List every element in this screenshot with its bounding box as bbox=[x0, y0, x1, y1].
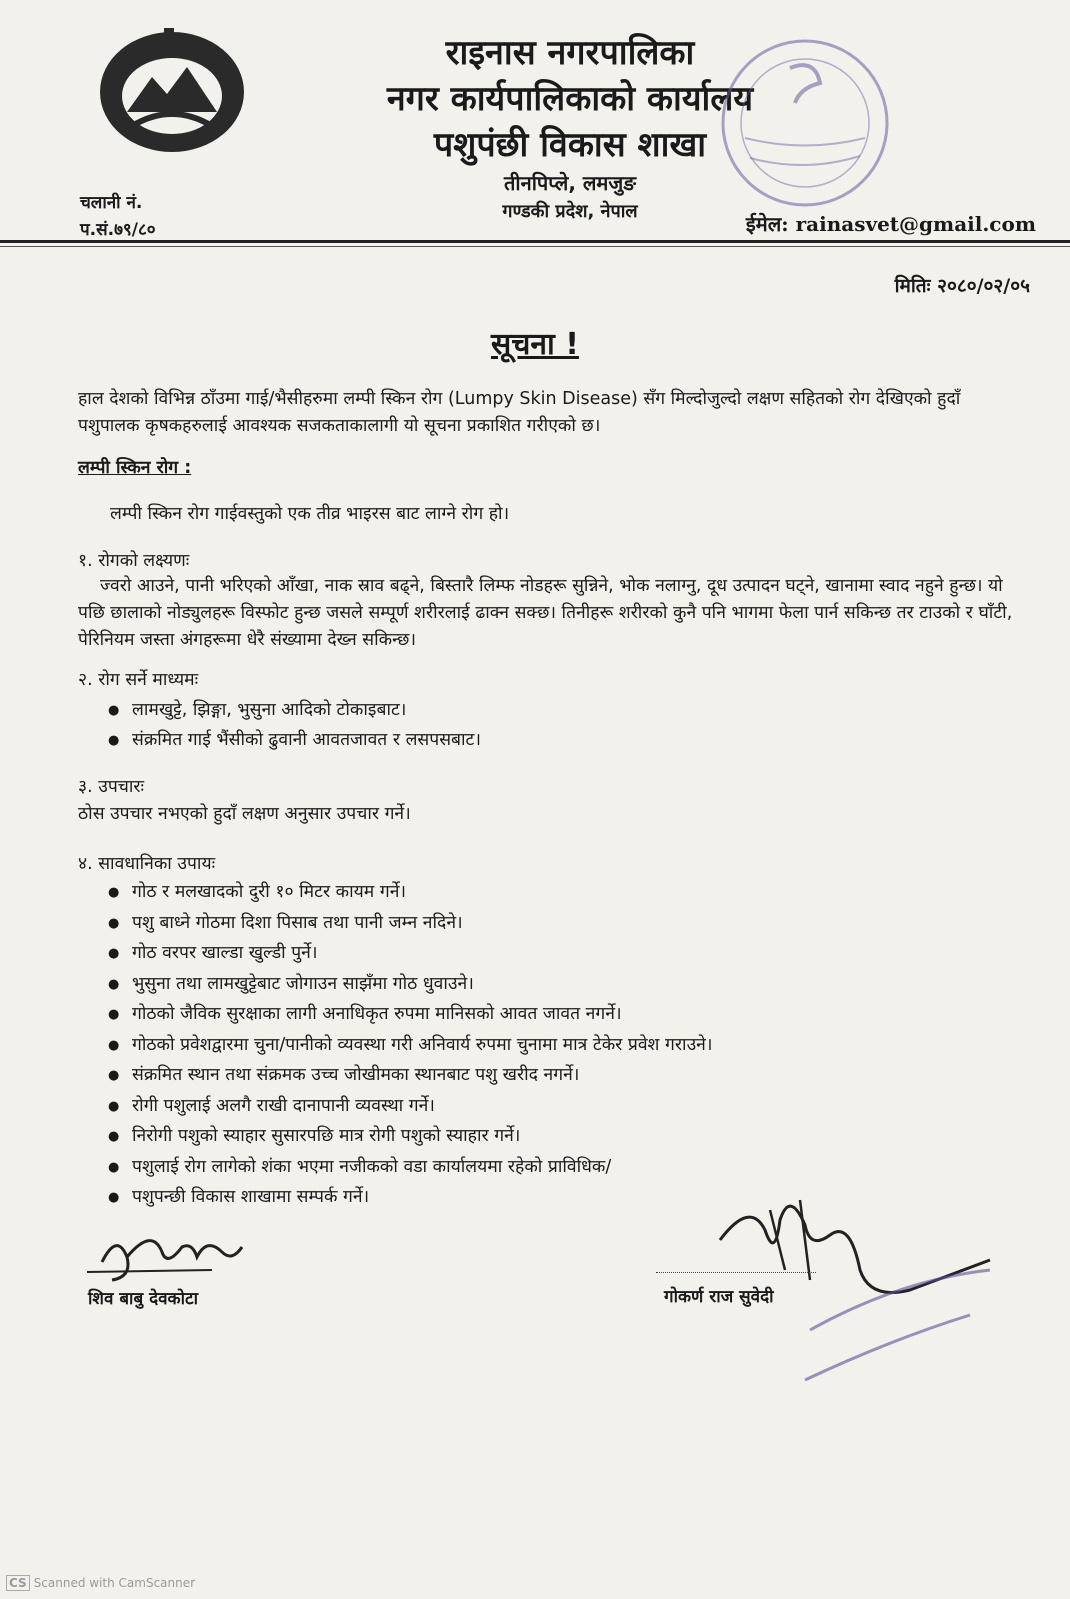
list-item: ● पशुपन्छी विकास शाखामा सम्पर्क गर्ने। bbox=[108, 1182, 1023, 1213]
municipality-name: राइनास नगरपालिका bbox=[445, 33, 695, 73]
lumpy-heading-text: लम्पी स्किन रोग : bbox=[78, 458, 192, 478]
notice-date: मितिः २०८०/०२/०५ bbox=[894, 275, 1030, 297]
precautions-list bbox=[78, 877, 1023, 1213]
signature-line bbox=[656, 1272, 816, 1273]
transmission-heading: २. रोग सर्ने माध्यमः bbox=[78, 670, 199, 690]
list-item: ● गोठको जैविक सुरक्षाका लागी अनाधिकृत रुपमा मानिसको आवत जावत नगर्ने। bbox=[108, 999, 1023, 1030]
office-province: गण्डकी प्रदेश, नेपाल bbox=[502, 201, 638, 222]
header-divider-thin bbox=[0, 246, 1070, 247]
list-item: ● गोठ र मलखादको दुरी १० मिटर कायम गर्ने। bbox=[108, 877, 1023, 908]
camscanner-logo-icon: CS bbox=[6, 1575, 30, 1591]
scanner-watermark bbox=[6, 1575, 195, 1591]
list-item: ● भुसुना तथा लामखुट्टेबाट जोगाउन साझँमा गोठ धुवाउने। bbox=[108, 969, 1023, 1000]
scanner-tag-text: Scanned with CamScanner bbox=[33, 1576, 196, 1590]
list-item: ● पशु बाध्ने गोठमा दिशा पिसाब तथा पानी जम्न नदिने। bbox=[108, 908, 1023, 939]
branch-name: पशुपंछी विकास शाखा bbox=[433, 125, 707, 165]
nepal-emblem-icon bbox=[92, 22, 252, 157]
list-item: ● गोठको प्रवेशद्वारमा चुना/पानीको व्यवस्था गरी अनिवार्य रुपमा चुनामा मात्र टेकेर प्रवेश गराउने। bbox=[108, 1030, 1023, 1061]
notice-title bbox=[0, 322, 1070, 363]
lumpy-heading bbox=[78, 455, 1023, 482]
treatment-heading: ३. उपचारः bbox=[78, 777, 145, 797]
list-item: ● संक्रमित गाई भैंसीको ढुवानी आवतजावत र लसपसबाट। bbox=[108, 725, 1023, 755]
name-stamp-icon bbox=[800, 1260, 1000, 1400]
notice-title-text: सूचना ! bbox=[491, 327, 579, 362]
office-location: तीनपिप्ले, लमजुङ bbox=[504, 171, 636, 195]
right-signatory-name: गोकर्ण राज सुवेदी bbox=[664, 1287, 774, 1307]
list-item: ● लामखुट्टे, झिङ्गा, भुसुना आदिको टोकाइबाट। bbox=[108, 695, 1023, 725]
precautions-heading: ४. सावधानिका उपायः bbox=[78, 854, 216, 874]
left-signature-icon bbox=[82, 1222, 282, 1292]
list-item: ● गोठ वरपर खाल्डा खुल्डी पुर्ने। bbox=[108, 938, 1023, 969]
lumpy-description: लम्पी स्किन रोग गाईवस्तुको एक तीव्र भाइरस बाट लाग्ने रोग हो। bbox=[110, 504, 510, 524]
intro-paragraph: हाल देशको विभिन्न ठाँउमा गाई/भैसीहरुमा लम्पी स्किन रोग (Lumpy Skin Disease) सँग मिल्दोजुल्दो लक्षण सहितको रोग देखिएको हुदाँ पशुपालक कृषकहरुलाई आवश्यक सजकताकालागी यो सूचना प्रकाशित गरीएको छ। bbox=[78, 389, 961, 436]
list-item: ● निरोगी पशुको स्याहार सुसारपछि मात्र रोगी पशुको स्याहार गर्ने। bbox=[108, 1121, 1023, 1152]
dispatch-number-label: चलानी नं. bbox=[80, 193, 143, 213]
office-email[interactable]: ईमेल: rainasvet@gmail.com bbox=[745, 212, 1036, 236]
treatment-text: ठोस उपचार नभएको हुदाँ लक्षण अनुसार उपचार गर्ने। bbox=[78, 804, 411, 824]
list-item: ● संक्रमित स्थान तथा संक्रमक उच्च जोखीमका स्थानबाट पशु खरीद नगर्ने। bbox=[108, 1060, 1023, 1091]
fiscal-year: प.सं.७९/८० bbox=[80, 220, 156, 240]
office-name: नगर कार्यपालिकाको कार्यालय bbox=[386, 79, 754, 119]
office-stamp-icon bbox=[705, 28, 905, 218]
transmission-list bbox=[78, 695, 1023, 755]
list-item: ● पशुलाई रोग लागेको शंका भएमा नजीकको वडा कार्यालयमा रहेको प्राविधिक/ bbox=[108, 1152, 1023, 1183]
header-divider bbox=[0, 240, 1070, 243]
dispatch-info bbox=[80, 190, 156, 244]
list-item: ● रोगी पशुलाई अलगै राखी दानापानी व्यवस्था गर्ने। bbox=[108, 1091, 1023, 1122]
symptoms-text: ज्वरो आउने, पानी भरिएको आँखा, नाक स्राव बढ्ने, बिस्तारै लिम्फ नोडहरू सुन्निने, भोक नलाग्नु, दूध उत्पादन घट्ने, खानामा स्वाद नहुने हुन्छ। यो पछि छालाको नोड्युलहरू विस्फोट हुन्छ जसले सम्पूर्ण शरीरलाई ढाक्न सक्छ। तिनीहरू शरीरको कुनै पनि भागमा फेला पार्न सकिन्छ तर टाउको र घाँटी, पेरिनियम जस्ता अंगहरूमा धेरै संख्यामा देख्न सकिन्छ। bbox=[78, 576, 1013, 650]
left-signatory-name: शिव बाबु देवकोटा bbox=[88, 1289, 198, 1309]
symptoms-heading: १. रोगको लक्ष्यणः bbox=[78, 551, 190, 571]
